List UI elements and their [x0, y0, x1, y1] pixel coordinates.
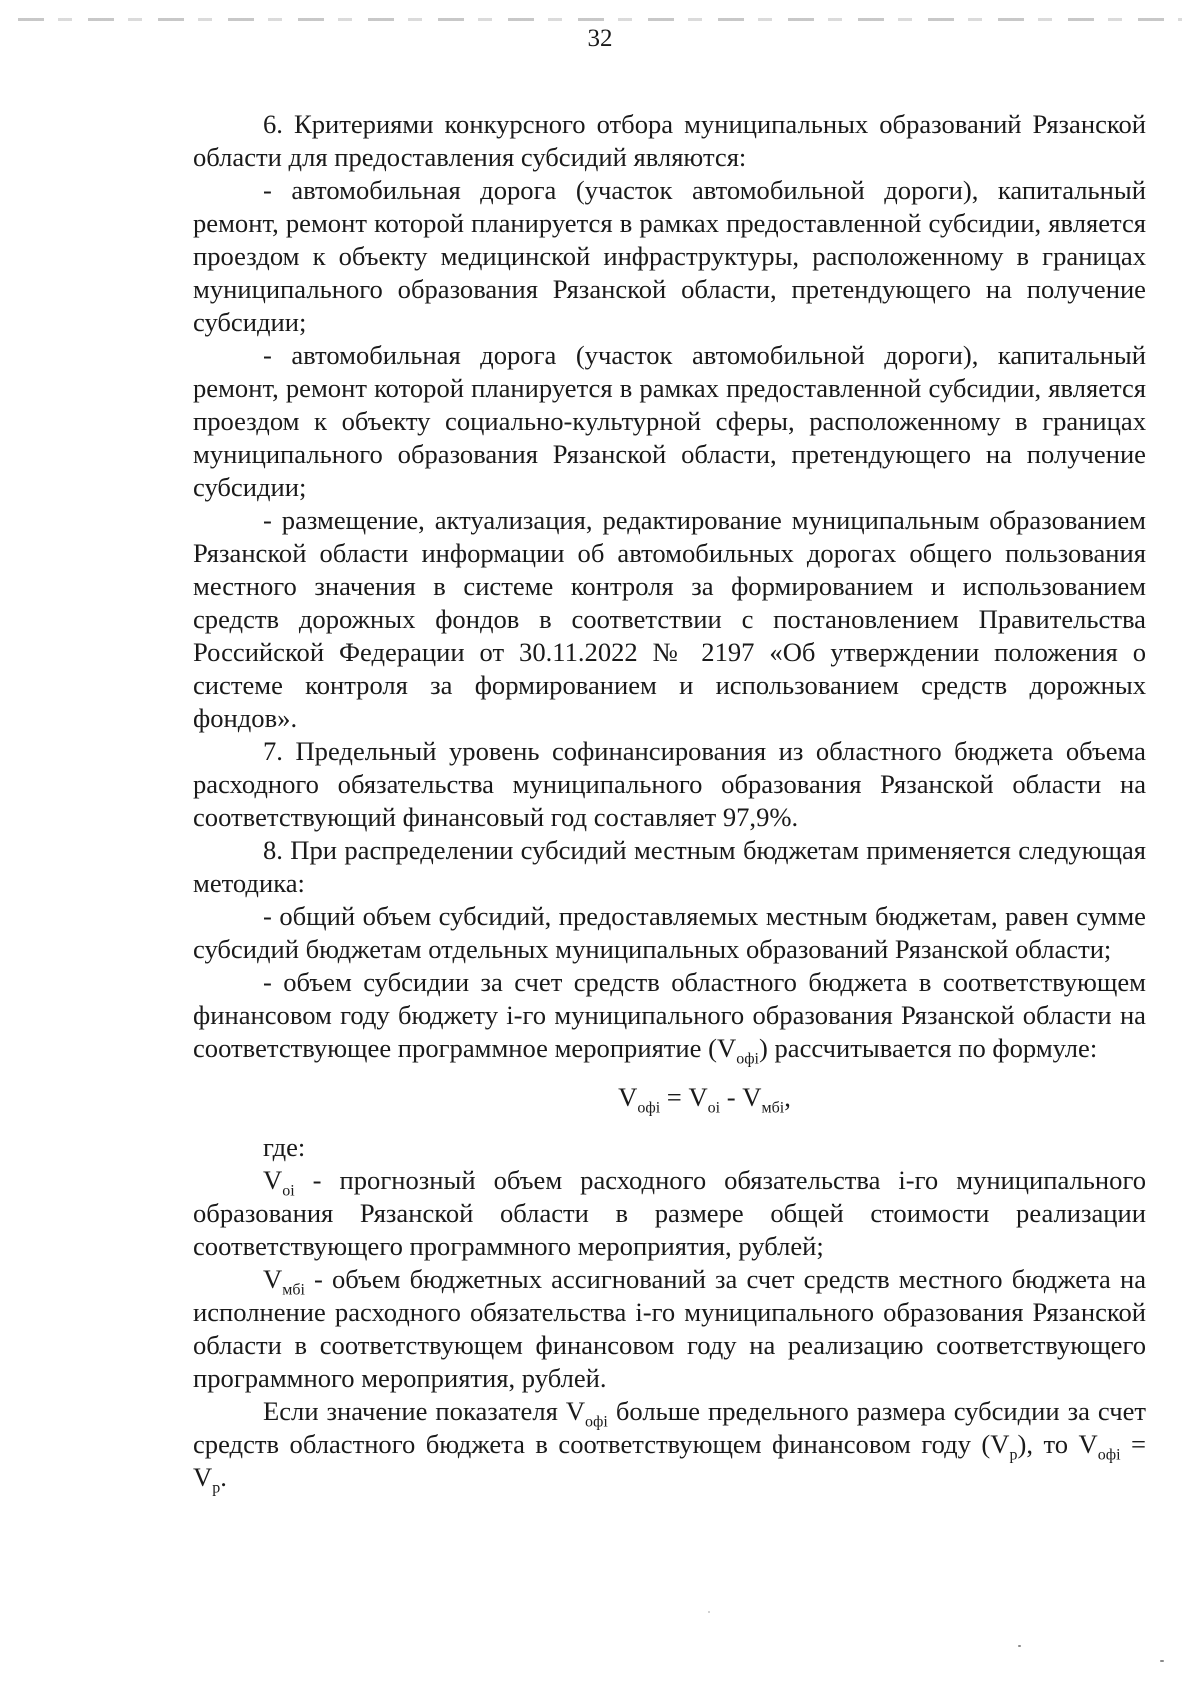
formula-sub-oi: оі [707, 1099, 721, 1117]
definition-v-mbi [193, 1263, 1146, 1395]
formula-v-oi: V [688, 1082, 708, 1112]
formula [193, 1077, 1146, 1117]
paragraph-criterion-social: - автомобильная дорога (участок автомобильной дороги), капитальный ремонт, ремонт которой планируется в рамках предоставленной субсидии, является проездом к объекту социально-культурной сферы, расположенному в границах муниципального образования Рязанской области, претендующего на получение субсидии; [193, 340, 1146, 502]
paragraph-subsidy-volume [193, 966, 1146, 1068]
formula-sub-mbi: мбі [761, 1099, 785, 1117]
scan-artifact-top [18, 18, 1182, 21]
limit-symbol-sub: р [212, 1479, 221, 1497]
def-symbol-sub: мбі [282, 1281, 305, 1299]
definition-text: - объем бюджетных ассигнований за счет средств местного бюджета на исполнение расходного обязательства i-го муниципального образования Рязанской области в соответствующем финансовом году на реализацию соответствующего программного мероприятия, рублей. [193, 1264, 1146, 1393]
where-label: где: [263, 1132, 306, 1162]
formula-equals: = [660, 1082, 689, 1112]
limit-symbol-sub: офі [1097, 1446, 1121, 1464]
def-symbol-v: V [263, 1165, 283, 1195]
limit-symbol-sub: офі [585, 1413, 608, 1431]
document-body [193, 108, 1146, 1497]
limit-text-a: Если значение показателя [263, 1396, 566, 1426]
limit-symbol-v: V [1078, 1429, 1098, 1459]
paragraph-total-volume: - общий объем субсидий, предоставляемых местным бюджетам, равен сумме субсидий бюджетам отдельных муниципальных образований Рязанской области; [193, 901, 1146, 964]
limit-text-c: ), то [1017, 1429, 1079, 1459]
def-symbol-sub: оі [282, 1182, 295, 1200]
limit-equals: = [1120, 1429, 1146, 1459]
paragraph-distribution-method: 8. При распределении субсидий местным бюджетам применяется следующая методика: [193, 835, 1146, 898]
definition-text: - прогнозный объем расходного обязательства i-го муниципального образования Рязанской области в размере общей стоимости реализации соответствующего программного мероприятия, рублей; [193, 1165, 1146, 1261]
page-number: 32 [587, 25, 613, 52]
scan-speck [1018, 1645, 1021, 1647]
formula-v-mbi: V [742, 1082, 762, 1112]
subsidy-volume-text: - объем субсидии за счет средств областного бюджета в соответствующем финансовом году бюджету i-го муниципального образования Рязанской области на соответствующее программное мероприятие ( [193, 967, 1146, 1063]
limit-symbol-v: V [990, 1429, 1010, 1459]
paragraph-criteria: 6. Критериями конкурсного отбора муниципальных образований Рязанской области для предоставления субсидий являются: [193, 109, 1146, 172]
paragraph-limit-rule [193, 1395, 1146, 1497]
limit-symbol-sub: р [1009, 1446, 1018, 1464]
scan-speck [708, 1611, 710, 1613]
paragraph-cofinancing-level: 7. Предельный уровень софинансирования из областного бюджета объема расходного обязательства муниципального образования Рязанской области на соответствующий финансовый год составляет 97,9%. [193, 736, 1146, 832]
formula-minus: - [720, 1082, 743, 1112]
formula-v-ofi: V [618, 1082, 638, 1112]
definition-v-oi [193, 1164, 1146, 1263]
limit-text-b: больше предельного размера субсидии за счет средств областного бюджета в соответствующем финансовом году ( [193, 1396, 1146, 1459]
symbol-v: V [716, 1033, 737, 1063]
paragraph-criterion-information: - размещение, актуализация, редактирование муниципальным образованием Рязанской области информации об автомобильных дорогах общего пользования местного значения в системе контроля за формированием и использованием средств дорожных фондов в соответствии с постановлением Правительства Российской Федерации от 30.11.2022 № 2197 «Об утверждении положения о системе контроля за формированием и использованием средств дорожных фондов». [193, 505, 1146, 733]
limit-symbol-v: V [193, 1462, 213, 1492]
formula-comma: , [784, 1082, 791, 1112]
formula-sub-ofi: офі [637, 1099, 661, 1117]
scan-speck [1160, 1660, 1164, 1662]
paragraph-criterion-medical: - автомобильная дорога (участок автомобильной дороги), капитальный ремонт, ремонт которой планируется в рамках предоставленной субсидии, является проездом к объекту медицинской инфраструктуры, расположенному в границах муниципального образования Рязанской области, претендующего на получение субсидии; [193, 175, 1146, 337]
subsidy-volume-end: ) рассчитывается по формуле: [759, 1033, 1098, 1063]
symbol-subscript: офі [736, 1050, 759, 1068]
limit-symbol-v: V [565, 1396, 586, 1426]
limit-text-d: . [220, 1462, 227, 1492]
def-symbol-v: V [263, 1264, 283, 1294]
